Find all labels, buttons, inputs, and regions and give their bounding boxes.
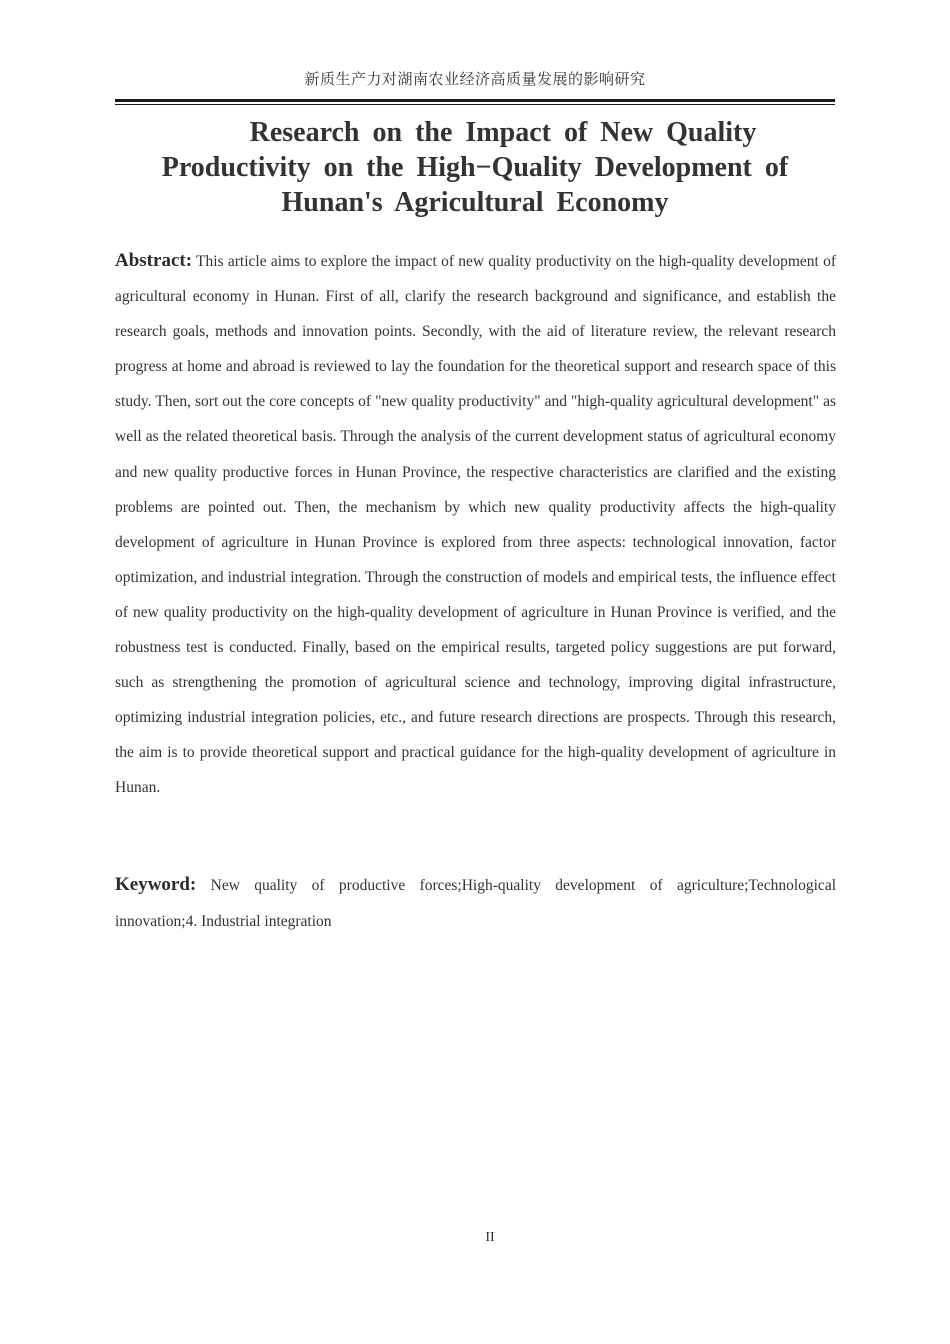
header-rule-thick [115,99,835,102]
abstract-label: Abstract: [115,250,193,271]
page-number: II [485,1230,495,1245]
abstract-section [115,243,836,806]
abstract-text: This article aims to explore the impact of new quality productivity on the high-quality development of agricultural economy in Hunan. First of all, clarify the research background and significance, and establish the research goals, methods and innovation points. Secondly, with the aid of literature review, the relevant research progress at home and abroad is reviewed to lay the foundation for the theoretical support and research space of this study. Then, sort out the core concepts of "new quality productivity" and "high-quality agricultural development" as well as the related theoretical basis. Through the analysis of the current development status of agricultural economy and new quality productive forces in Hunan Province, the respective characteristics are clarified and the existing problems are pointed out. Then, the mechanism by which new quality productivity affects the high-quality development of agriculture in Hunan Province is explored from three aspects: technological innovation, factor optimization, and industrial integration. Through the construction of models and empirical tests, the influence effect of new quality productivity on the high-quality development of agriculture in Hunan Province is verified, and the robustness test is conducted. Finally, based on the empirical results, targeted policy suggestions are put forward, such as strengthening the promotion of agricultural science and technology, improving digital infrastructure, optimizing industrial integration policies, etc., and future research directions are prospects. Through this research, the aim is to provide theoretical support and practical guidance for the high-quality development of agriculture in Hunan. [115,253,836,797]
keywords-text: New quality of productive forces;High-quality development of agriculture;Technological innovation;4. Industrial integration [115,877,837,930]
keywords-section [115,867,836,940]
title-line-3: Hunan's Agricultural Economy [281,187,669,218]
title-line-2: Productivity on the High−Quality Development of [161,152,789,183]
keywords-label: Keyword: [115,874,197,895]
paper-title [140,115,810,220]
running-header: 新质生产力对湖南农业经济高质量发展的影响研究 [304,70,646,88]
title-line-1: Research on the Impact of New Quality [249,117,757,148]
header-rule-thin [115,104,835,105]
